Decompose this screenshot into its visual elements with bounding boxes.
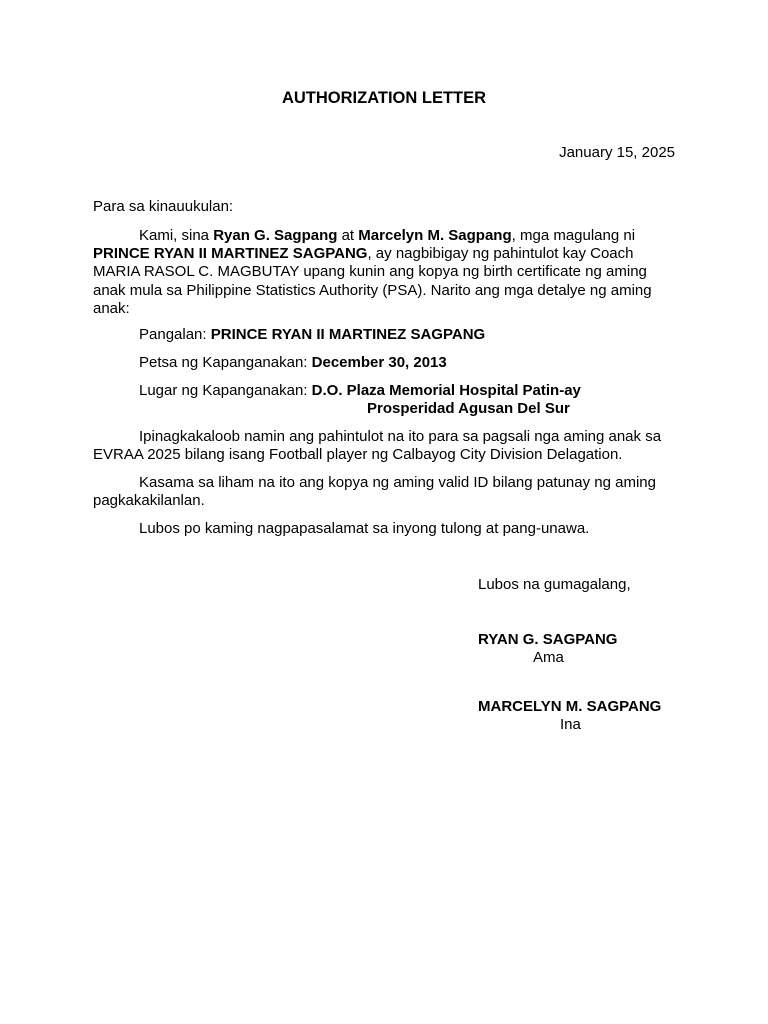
thanks-paragraph: Lubos po kaming nagpapasalamat sa inyong tulong at pang-unawa. (139, 520, 590, 537)
detail-birthplace-line1: D.O. Plaza Memorial Hospital Patin-ay (311, 382, 581, 399)
detail-name-label: Pangalan: (139, 326, 211, 343)
attachment-paragraph: Kasama sa liham na ito ang kopya ng aming valid ID bilang patunay ng aming pagkakakilanlan. (93, 474, 656, 510)
letter-title: AUTHORIZATION LETTER (281, 89, 487, 107)
intro-paragraph (93, 227, 675, 318)
father-name: Ryan G. Sagpang (213, 227, 338, 244)
salutation: Para sa kinauukulan: (93, 198, 234, 215)
mother-name: Marcelyn M. Sagpang (358, 227, 512, 244)
intro-text-4: , ay nagbibigay ng pahintulot kay Coach MARIA RASOL C. MAGBUTAY upang kunin ang kopya ng birth certificate ng aming anak mula sa Philippine Statistics Authority (PSA). Narito ang mga detalye ng aming anak: (93, 245, 652, 317)
signatory-name-mother: MARCELYN M. SAGPANG (478, 698, 662, 715)
detail-birthplace-line2: Prosperidad Agusan Del Sur (367, 400, 570, 417)
intro-text-2: at (337, 227, 359, 244)
detail-birthdate-label: Petsa ng Kapanganakan: (139, 354, 312, 371)
signatory-name-father: RYAN G. SAGPANG (478, 631, 618, 648)
closing: Lubos na gumagalang, (478, 576, 631, 593)
detail-birthplace (139, 382, 581, 400)
detail-birthplace-label: Lugar ng Kapanganakan: (139, 382, 312, 399)
detail-birthdate (139, 354, 447, 372)
intro-text-3: , mga magulang ni (511, 227, 636, 244)
signatory-role-mother: Ina (560, 716, 581, 733)
child-name: PRINCE RYAN II MARTINEZ SAGPANG (93, 245, 368, 263)
letter-date: January 15, 2025 (559, 144, 675, 161)
detail-birthdate-value: December 30, 2013 (311, 354, 447, 371)
intro-text-1: Kami, sina (139, 227, 214, 244)
detail-name (139, 326, 485, 344)
purpose-paragraph: Ipinagkakaloob namin ang pahintulot na ito para sa pagsali nga aming anak sa EVRAA 2025 bilang isang Football player ng Calbayog City Division Delagation. (93, 428, 662, 464)
signatory-role-father: Ama (533, 649, 564, 666)
detail-name-value: PRINCE RYAN II MARTINEZ SAGPANG (210, 326, 486, 343)
